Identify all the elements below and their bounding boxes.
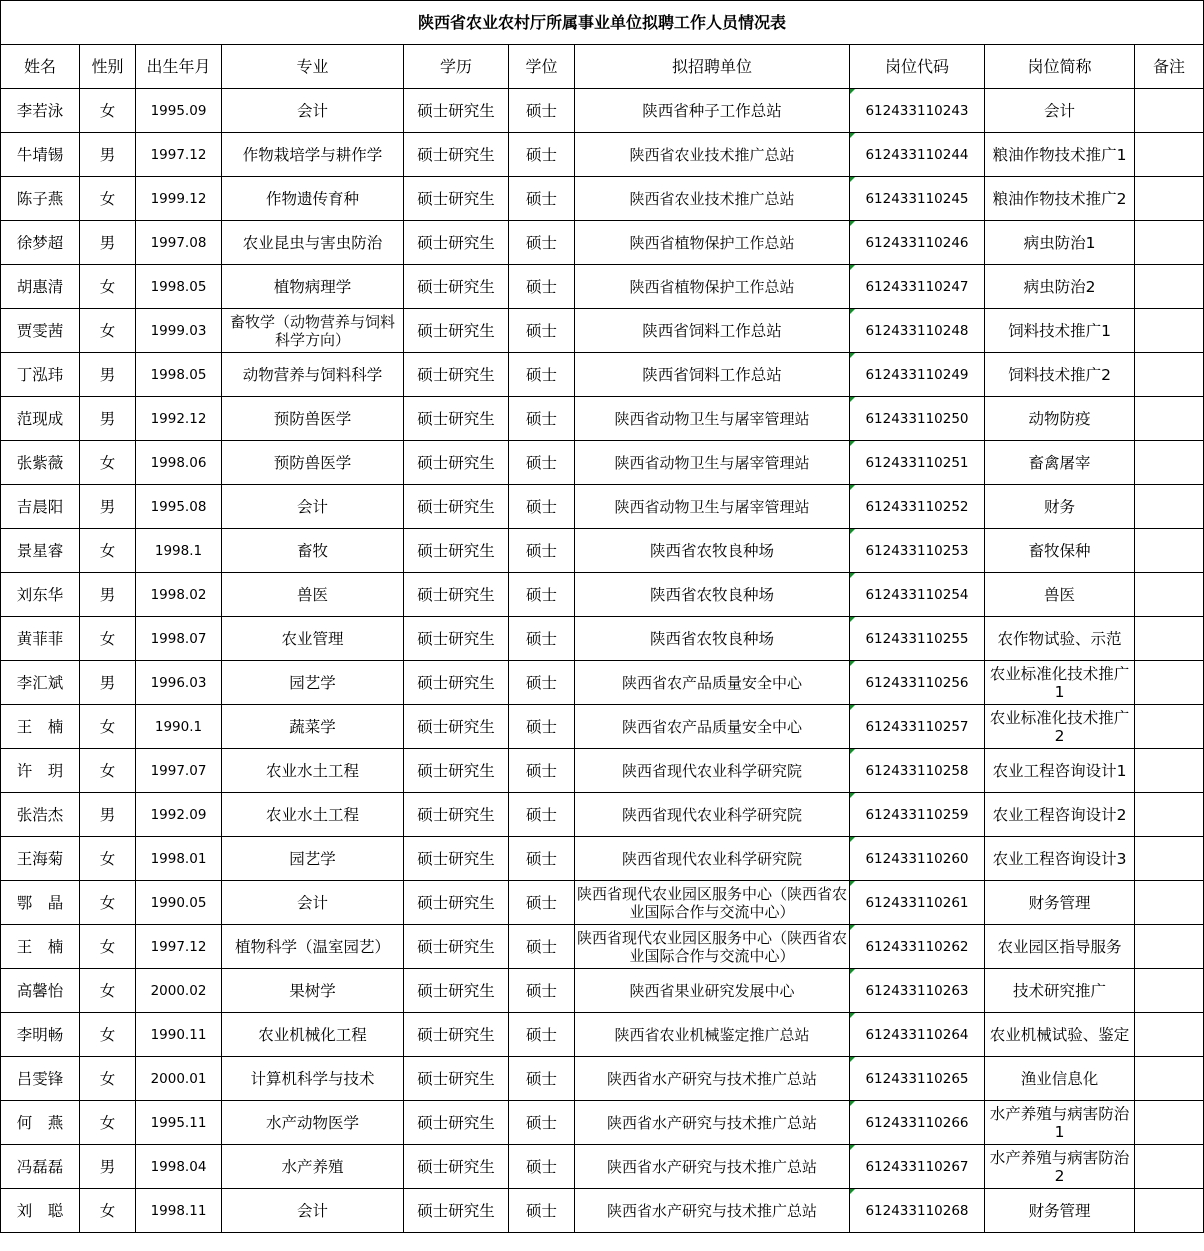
cell-gender: 女 xyxy=(80,837,136,881)
cell-birth: 1995.08 xyxy=(136,485,222,529)
cell-degree: 硕士 xyxy=(509,705,575,749)
cell-degree: 硕士 xyxy=(509,133,575,177)
cell-post-name: 会计 xyxy=(985,89,1135,133)
cell-birth: 1990.05 xyxy=(136,881,222,925)
cell-post-name: 动物防疫 xyxy=(985,397,1135,441)
cell-gender: 男 xyxy=(80,397,136,441)
table-row xyxy=(1,353,1204,397)
cell-name: 王 楠 xyxy=(1,925,80,969)
cell-unit: 陕西省现代农业科学研究院 xyxy=(575,749,850,793)
cell-unit: 陕西省种子工作总站 xyxy=(575,89,850,133)
cell-unit: 陕西省动物卫生与屠宰管理站 xyxy=(575,397,850,441)
cell-education: 硕士研究生 xyxy=(404,265,509,309)
cell-major: 农业管理 xyxy=(222,617,404,661)
cell-post-code: 612433110252 xyxy=(850,485,985,529)
cell-birth: 1997.12 xyxy=(136,925,222,969)
cell-birth: 1998.05 xyxy=(136,265,222,309)
cell-post-code: 612433110254 xyxy=(850,573,985,617)
table-row xyxy=(1,749,1204,793)
cell-unit: 陕西省水产研究与技术推广总站 xyxy=(575,1101,850,1145)
cell-post-code: 612433110267 xyxy=(850,1145,985,1189)
cell-education: 硕士研究生 xyxy=(404,397,509,441)
cell-education: 硕士研究生 xyxy=(404,1013,509,1057)
table-row xyxy=(1,441,1204,485)
cell-post-code: 612433110257 xyxy=(850,705,985,749)
table-row xyxy=(1,309,1204,353)
cell-degree: 硕士 xyxy=(509,1013,575,1057)
cell-major: 作物栽培学与耕作学 xyxy=(222,133,404,177)
cell-post-name: 农作物试验、示范 xyxy=(985,617,1135,661)
cell-unit: 陕西省农产品质量安全中心 xyxy=(575,705,850,749)
cell-name: 王海菊 xyxy=(1,837,80,881)
cell-gender: 女 xyxy=(80,969,136,1013)
cell-birth: 1992.09 xyxy=(136,793,222,837)
cell-degree: 硕士 xyxy=(509,969,575,1013)
cell-education: 硕士研究生 xyxy=(404,441,509,485)
cell-post-code: 612433110266 xyxy=(850,1101,985,1145)
cell-post-code: 612433110259 xyxy=(850,793,985,837)
cell-remark xyxy=(1135,265,1204,309)
cell-education: 硕士研究生 xyxy=(404,133,509,177)
cell-gender: 男 xyxy=(80,1145,136,1189)
cell-unit: 陕西省现代农业园区服务中心（陕西省农业国际合作与交流中心） xyxy=(575,925,850,969)
cell-name: 黄菲菲 xyxy=(1,617,80,661)
cell-major: 会计 xyxy=(222,89,404,133)
cell-gender: 女 xyxy=(80,1101,136,1145)
cell-degree: 硕士 xyxy=(509,265,575,309)
cell-remark xyxy=(1135,397,1204,441)
table-row xyxy=(1,133,1204,177)
cell-post-code: 612433110256 xyxy=(850,661,985,705)
cell-post-name: 农业工程咨询设计1 xyxy=(985,749,1135,793)
cell-post-code: 612433110251 xyxy=(850,441,985,485)
cell-name: 许 玥 xyxy=(1,749,80,793)
cell-major: 畜牧 xyxy=(222,529,404,573)
cell-name: 吕雯锋 xyxy=(1,1057,80,1101)
cell-major: 农业水土工程 xyxy=(222,793,404,837)
cell-education: 硕士研究生 xyxy=(404,1145,509,1189)
cell-name: 高馨怡 xyxy=(1,969,80,1013)
cell-degree: 硕士 xyxy=(509,485,575,529)
cell-education: 硕士研究生 xyxy=(404,925,509,969)
cell-post-name: 农业园区指导服务 xyxy=(985,925,1135,969)
cell-degree: 硕士 xyxy=(509,573,575,617)
cell-remark xyxy=(1135,441,1204,485)
cell-unit: 陕西省饲料工作总站 xyxy=(575,309,850,353)
table-row xyxy=(1,925,1204,969)
cell-education: 硕士研究生 xyxy=(404,221,509,265)
cell-unit: 陕西省果业研究发展中心 xyxy=(575,969,850,1013)
cell-gender: 女 xyxy=(80,617,136,661)
cell-gender: 女 xyxy=(80,265,136,309)
table-row xyxy=(1,837,1204,881)
cell-remark xyxy=(1135,1145,1204,1189)
cell-degree: 硕士 xyxy=(509,925,575,969)
table-row xyxy=(1,1013,1204,1057)
cell-education: 硕士研究生 xyxy=(404,705,509,749)
cell-major: 预防兽医学 xyxy=(222,397,404,441)
cell-gender: 女 xyxy=(80,529,136,573)
cell-birth: 1992.12 xyxy=(136,397,222,441)
cell-name: 李明畅 xyxy=(1,1013,80,1057)
cell-degree: 硕士 xyxy=(509,353,575,397)
cell-post-name: 兽医 xyxy=(985,573,1135,617)
cell-education: 硕士研究生 xyxy=(404,749,509,793)
cell-post-code: 612433110250 xyxy=(850,397,985,441)
cell-degree: 硕士 xyxy=(509,221,575,265)
cell-major: 植物科学（温室园艺） xyxy=(222,925,404,969)
cell-name: 何 燕 xyxy=(1,1101,80,1145)
table-row xyxy=(1,617,1204,661)
cell-remark xyxy=(1135,529,1204,573)
cell-birth: 1998.06 xyxy=(136,441,222,485)
cell-major: 会计 xyxy=(222,881,404,925)
cell-major: 作物遗传育种 xyxy=(222,177,404,221)
table-row xyxy=(1,661,1204,705)
cell-remark xyxy=(1135,925,1204,969)
cell-major: 园艺学 xyxy=(222,837,404,881)
table-row xyxy=(1,221,1204,265)
cell-birth: 1997.07 xyxy=(136,749,222,793)
cell-major: 蔬菜学 xyxy=(222,705,404,749)
table-row xyxy=(1,485,1204,529)
cell-post-code: 612433110253 xyxy=(850,529,985,573)
cell-education: 硕士研究生 xyxy=(404,793,509,837)
cell-remark xyxy=(1135,221,1204,265)
cell-degree: 硕士 xyxy=(509,837,575,881)
cell-education: 硕士研究生 xyxy=(404,573,509,617)
cell-major: 水产动物医学 xyxy=(222,1101,404,1145)
cell-unit: 陕西省农牧良种场 xyxy=(575,529,850,573)
cell-birth: 1998.01 xyxy=(136,837,222,881)
cell-unit: 陕西省植物保护工作总站 xyxy=(575,221,850,265)
cell-gender: 女 xyxy=(80,177,136,221)
table-row xyxy=(1,793,1204,837)
cell-post-code: 612433110244 xyxy=(850,133,985,177)
cell-degree: 硕士 xyxy=(509,881,575,925)
cell-name: 王 楠 xyxy=(1,705,80,749)
cell-name: 刘东华 xyxy=(1,573,80,617)
cell-birth: 1995.11 xyxy=(136,1101,222,1145)
header-major: 专业 xyxy=(222,45,404,89)
cell-education: 硕士研究生 xyxy=(404,353,509,397)
table-row xyxy=(1,265,1204,309)
cell-unit: 陕西省农牧良种场 xyxy=(575,573,850,617)
cell-post-code: 612433110243 xyxy=(850,89,985,133)
cell-birth: 2000.02 xyxy=(136,969,222,1013)
cell-gender: 女 xyxy=(80,89,136,133)
cell-birth: 2000.01 xyxy=(136,1057,222,1101)
cell-major: 动物营养与饲料科学 xyxy=(222,353,404,397)
cell-gender: 男 xyxy=(80,661,136,705)
header-post-name: 岗位简称 xyxy=(985,45,1135,89)
cell-birth: 1998.11 xyxy=(136,1189,222,1233)
cell-degree: 硕士 xyxy=(509,1145,575,1189)
cell-unit: 陕西省植物保护工作总站 xyxy=(575,265,850,309)
cell-post-name: 饲料技术推广1 xyxy=(985,309,1135,353)
cell-remark xyxy=(1135,793,1204,837)
cell-birth: 1998.1 xyxy=(136,529,222,573)
header-gender: 性别 xyxy=(80,45,136,89)
cell-name: 牛埥锡 xyxy=(1,133,80,177)
cell-unit: 陕西省现代农业科学研究院 xyxy=(575,837,850,881)
table-row xyxy=(1,397,1204,441)
cell-degree: 硕士 xyxy=(509,1057,575,1101)
cell-education: 硕士研究生 xyxy=(404,89,509,133)
cell-education: 硕士研究生 xyxy=(404,1057,509,1101)
header-degree: 学位 xyxy=(509,45,575,89)
cell-degree: 硕士 xyxy=(509,749,575,793)
cell-remark xyxy=(1135,969,1204,1013)
cell-post-name: 农业标准化技术推广2 xyxy=(985,705,1135,749)
cell-name: 冯磊磊 xyxy=(1,1145,80,1189)
cell-post-name: 农业工程咨询设计2 xyxy=(985,793,1135,837)
cell-gender: 女 xyxy=(80,441,136,485)
cell-remark xyxy=(1135,133,1204,177)
table-row xyxy=(1,89,1204,133)
cell-name: 胡惠清 xyxy=(1,265,80,309)
cell-education: 硕士研究生 xyxy=(404,969,509,1013)
cell-post-code: 612433110264 xyxy=(850,1013,985,1057)
cell-remark xyxy=(1135,881,1204,925)
table-row xyxy=(1,705,1204,749)
cell-birth: 1999.12 xyxy=(136,177,222,221)
cell-degree: 硕士 xyxy=(509,793,575,837)
cell-post-name: 财务 xyxy=(985,485,1135,529)
cell-post-code: 612433110263 xyxy=(850,969,985,1013)
cell-post-name: 畜禽屠宰 xyxy=(985,441,1135,485)
cell-post-code: 612433110261 xyxy=(850,881,985,925)
cell-degree: 硕士 xyxy=(509,177,575,221)
cell-education: 硕士研究生 xyxy=(404,529,509,573)
cell-remark xyxy=(1135,1057,1204,1101)
cell-remark xyxy=(1135,749,1204,793)
cell-education: 硕士研究生 xyxy=(404,485,509,529)
cell-remark xyxy=(1135,1013,1204,1057)
cell-unit: 陕西省水产研究与技术推广总站 xyxy=(575,1145,850,1189)
cell-remark xyxy=(1135,309,1204,353)
cell-name: 景星睿 xyxy=(1,529,80,573)
cell-degree: 硕士 xyxy=(509,617,575,661)
cell-birth: 1990.11 xyxy=(136,1013,222,1057)
cell-birth: 1995.09 xyxy=(136,89,222,133)
table-row xyxy=(1,1101,1204,1145)
cell-gender: 女 xyxy=(80,925,136,969)
cell-post-name: 粮油作物技术推广2 xyxy=(985,177,1135,221)
cell-birth: 1998.04 xyxy=(136,1145,222,1189)
cell-major: 农业水土工程 xyxy=(222,749,404,793)
cell-name: 吉晨阳 xyxy=(1,485,80,529)
cell-unit: 陕西省农业技术推广总站 xyxy=(575,177,850,221)
header-education: 学历 xyxy=(404,45,509,89)
cell-remark xyxy=(1135,617,1204,661)
cell-birth: 1998.05 xyxy=(136,353,222,397)
cell-post-code: 612433110248 xyxy=(850,309,985,353)
cell-remark xyxy=(1135,177,1204,221)
table-title: 陕西省农业农村厅所属事业单位拟聘工作人员情况表 xyxy=(1,1,1204,45)
cell-gender: 女 xyxy=(80,309,136,353)
cell-post-code: 612433110247 xyxy=(850,265,985,309)
cell-birth: 1998.02 xyxy=(136,573,222,617)
cell-name: 贾雯茜 xyxy=(1,309,80,353)
cell-post-code: 612433110258 xyxy=(850,749,985,793)
cell-degree: 硕士 xyxy=(509,1101,575,1145)
cell-gender: 男 xyxy=(80,573,136,617)
cell-name: 张浩杰 xyxy=(1,793,80,837)
cell-remark xyxy=(1135,1189,1204,1233)
cell-post-code: 612433110255 xyxy=(850,617,985,661)
cell-post-code: 612433110265 xyxy=(850,1057,985,1101)
table-row xyxy=(1,1057,1204,1101)
cell-degree: 硕士 xyxy=(509,397,575,441)
cell-remark xyxy=(1135,1101,1204,1145)
cell-gender: 男 xyxy=(80,793,136,837)
cell-name: 鄂 晶 xyxy=(1,881,80,925)
cell-post-code: 612433110260 xyxy=(850,837,985,881)
cell-remark xyxy=(1135,661,1204,705)
cell-name: 丁泓玮 xyxy=(1,353,80,397)
cell-major: 水产养殖 xyxy=(222,1145,404,1189)
cell-degree: 硕士 xyxy=(509,441,575,485)
cell-major: 植物病理学 xyxy=(222,265,404,309)
cell-name: 陈子燕 xyxy=(1,177,80,221)
cell-major: 计算机科学与技术 xyxy=(222,1057,404,1101)
cell-unit: 陕西省现代农业科学研究院 xyxy=(575,793,850,837)
cell-unit: 陕西省动物卫生与屠宰管理站 xyxy=(575,485,850,529)
cell-post-code: 612433110268 xyxy=(850,1189,985,1233)
cell-education: 硕士研究生 xyxy=(404,177,509,221)
cell-gender: 女 xyxy=(80,749,136,793)
table-row xyxy=(1,529,1204,573)
cell-unit: 陕西省动物卫生与屠宰管理站 xyxy=(575,441,850,485)
cell-major: 农业昆虫与害虫防治 xyxy=(222,221,404,265)
cell-name: 李若泳 xyxy=(1,89,80,133)
cell-degree: 硕士 xyxy=(509,661,575,705)
cell-major: 会计 xyxy=(222,485,404,529)
cell-post-name: 畜牧保种 xyxy=(985,529,1135,573)
cell-gender: 男 xyxy=(80,485,136,529)
cell-post-code: 612433110245 xyxy=(850,177,985,221)
cell-degree: 硕士 xyxy=(509,309,575,353)
cell-post-name: 财务管理 xyxy=(985,1189,1135,1233)
cell-name: 李汇斌 xyxy=(1,661,80,705)
cell-major: 畜牧学（动物营养与饲料科学方向） xyxy=(222,309,404,353)
cell-gender: 女 xyxy=(80,1057,136,1101)
cell-post-name: 财务管理 xyxy=(985,881,1135,925)
cell-gender: 女 xyxy=(80,881,136,925)
cell-birth: 1990.1 xyxy=(136,705,222,749)
cell-post-code: 612433110249 xyxy=(850,353,985,397)
cell-unit: 陕西省水产研究与技术推广总站 xyxy=(575,1189,850,1233)
table-row xyxy=(1,881,1204,925)
cell-post-name: 技术研究推广 xyxy=(985,969,1135,1013)
cell-education: 硕士研究生 xyxy=(404,309,509,353)
table-row xyxy=(1,1145,1204,1189)
cell-gender: 男 xyxy=(80,353,136,397)
cell-post-code: 612433110246 xyxy=(850,221,985,265)
cell-unit: 陕西省现代农业园区服务中心（陕西省农业国际合作与交流中心） xyxy=(575,881,850,925)
cell-unit: 陕西省农产品质量安全中心 xyxy=(575,661,850,705)
cell-name: 张紫薇 xyxy=(1,441,80,485)
cell-gender: 男 xyxy=(80,221,136,265)
cell-unit: 陕西省农业技术推广总站 xyxy=(575,133,850,177)
cell-remark xyxy=(1135,485,1204,529)
cell-birth: 1997.08 xyxy=(136,221,222,265)
cell-remark xyxy=(1135,573,1204,617)
cell-major: 预防兽医学 xyxy=(222,441,404,485)
table-row xyxy=(1,177,1204,221)
cell-post-name: 农业机械试验、鉴定 xyxy=(985,1013,1135,1057)
cell-major: 会计 xyxy=(222,1189,404,1233)
cell-unit: 陕西省农业机械鉴定推广总站 xyxy=(575,1013,850,1057)
cell-post-name: 饲料技术推广2 xyxy=(985,353,1135,397)
cell-post-name: 病虫防治1 xyxy=(985,221,1135,265)
cell-unit: 陕西省农牧良种场 xyxy=(575,617,850,661)
header-post-code: 岗位代码 xyxy=(850,45,985,89)
cell-gender: 女 xyxy=(80,1189,136,1233)
header-name: 姓名 xyxy=(1,45,80,89)
cell-gender: 女 xyxy=(80,1013,136,1057)
cell-birth: 1996.03 xyxy=(136,661,222,705)
cell-post-name: 水产养殖与病害防治1 xyxy=(985,1101,1135,1145)
header-remark: 备注 xyxy=(1135,45,1204,89)
header-unit: 拟招聘单位 xyxy=(575,45,850,89)
table-row xyxy=(1,1189,1204,1233)
cell-major: 兽医 xyxy=(222,573,404,617)
cell-remark xyxy=(1135,89,1204,133)
cell-remark xyxy=(1135,705,1204,749)
cell-post-name: 粮油作物技术推广1 xyxy=(985,133,1135,177)
cell-birth: 1998.07 xyxy=(136,617,222,661)
cell-education: 硕士研究生 xyxy=(404,837,509,881)
cell-education: 硕士研究生 xyxy=(404,1189,509,1233)
cell-name: 范现成 xyxy=(1,397,80,441)
cell-degree: 硕士 xyxy=(509,1189,575,1233)
cell-post-name: 农业工程咨询设计3 xyxy=(985,837,1135,881)
cell-post-name: 渔业信息化 xyxy=(985,1057,1135,1101)
cell-major: 农业机械化工程 xyxy=(222,1013,404,1057)
table-row xyxy=(1,969,1204,1013)
header-birth: 出生年月 xyxy=(136,45,222,89)
cell-gender: 女 xyxy=(80,705,136,749)
cell-birth: 1999.03 xyxy=(136,309,222,353)
cell-birth: 1997.12 xyxy=(136,133,222,177)
cell-degree: 硕士 xyxy=(509,89,575,133)
cell-post-code: 612433110262 xyxy=(850,925,985,969)
cell-name: 刘 聪 xyxy=(1,1189,80,1233)
table-row xyxy=(1,573,1204,617)
cell-education: 硕士研究生 xyxy=(404,617,509,661)
cell-major: 园艺学 xyxy=(222,661,404,705)
cell-education: 硕士研究生 xyxy=(404,661,509,705)
cell-unit: 陕西省水产研究与技术推广总站 xyxy=(575,1057,850,1101)
cell-name: 徐梦超 xyxy=(1,221,80,265)
cell-remark xyxy=(1135,837,1204,881)
cell-degree: 硕士 xyxy=(509,529,575,573)
cell-remark xyxy=(1135,353,1204,397)
cell-post-name: 农业标准化技术推广1 xyxy=(985,661,1135,705)
cell-education: 硕士研究生 xyxy=(404,881,509,925)
cell-major: 果树学 xyxy=(222,969,404,1013)
cell-unit: 陕西省饲料工作总站 xyxy=(575,353,850,397)
cell-education: 硕士研究生 xyxy=(404,1101,509,1145)
cell-gender: 男 xyxy=(80,133,136,177)
cell-post-name: 水产养殖与病害防治2 xyxy=(985,1145,1135,1189)
cell-post-name: 病虫防治2 xyxy=(985,265,1135,309)
